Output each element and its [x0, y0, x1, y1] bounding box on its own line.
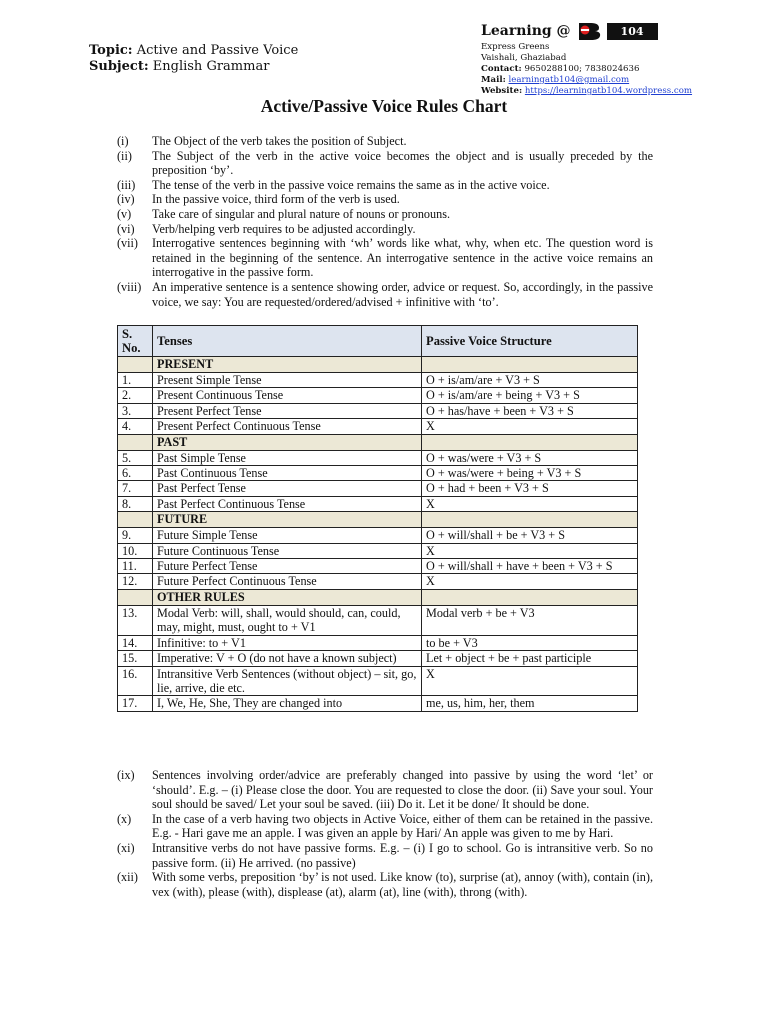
rule-text: Verb/helping verb requires to be adjusted accordingly.: [152, 221, 416, 236]
rules-list-bottom: [117, 768, 653, 899]
tense-name: Future Simple Tense: [153, 528, 422, 543]
tense-name: Present Continuous Tense: [153, 388, 422, 403]
table-row: [118, 574, 638, 589]
brand-badge: 104: [607, 23, 658, 40]
rule-item: [117, 841, 653, 870]
row-number: 12.: [118, 574, 153, 589]
passive-structure: O + was/were + V3 + S: [422, 450, 638, 465]
column-header-structure: Passive Voice Structure: [422, 326, 638, 357]
passive-structure: X: [422, 543, 638, 558]
row-number: 3.: [118, 403, 153, 418]
rule-item: [117, 768, 653, 812]
column-header-tenses: Tenses: [153, 326, 422, 357]
rule-number: (viii): [117, 279, 142, 294]
passive-structure: Let + object + be + past participle: [422, 651, 638, 666]
rule-number: (ix): [117, 768, 135, 782]
tense-name: Present Simple Tense: [153, 373, 422, 388]
rule-number: (vii): [117, 236, 138, 251]
tense-name: Future Continuous Tense: [153, 543, 422, 558]
brand-name: Learning @: [481, 23, 571, 39]
tense-name: Present Perfect Tense: [153, 403, 422, 418]
section-row: [118, 589, 638, 605]
passive-structure: to be + V3: [422, 635, 638, 650]
section-empty-cell: [422, 512, 638, 528]
tense-name: Future Perfect Continuous Tense: [153, 574, 422, 589]
rule-number: (vi): [117, 221, 135, 236]
passive-structure: O + is/am/are + V3 + S: [422, 373, 638, 388]
table-row: [118, 481, 638, 496]
website-link[interactable]: https://learningatb104.wordpress.com: [524, 86, 693, 96]
table-row: [118, 419, 638, 434]
rule-number: (x): [117, 811, 132, 826]
row-number: 4.: [118, 419, 153, 434]
row-number: 15.: [118, 651, 153, 666]
passive-structure: X: [422, 419, 638, 434]
brand-logo-icon: [575, 21, 605, 41]
passive-structure: O + was/were + being + V3 + S: [422, 466, 638, 481]
row-number: 1.: [118, 373, 153, 388]
tense-name: Past Continuous Tense: [153, 466, 422, 481]
rule-item: [117, 178, 653, 193]
tense-name: Present Perfect Continuous Tense: [153, 419, 422, 434]
table-row: [118, 543, 638, 558]
rule-number: (xi): [117, 840, 135, 855]
row-number: 5.: [118, 450, 153, 465]
rule-item: [117, 222, 653, 237]
section-empty-cell: [118, 357, 153, 373]
rules-list-top: [117, 134, 653, 309]
passive-structure: X: [422, 574, 638, 589]
subject-label: Subject:: [89, 59, 149, 74]
rule-item: [117, 236, 653, 280]
tense-name: Intransitive Verb Sentences (without object) – sit, go, lie, arrive, die etc.: [153, 666, 422, 696]
tense-name: Past Perfect Continuous Tense: [153, 496, 422, 511]
rule-item: [117, 192, 653, 207]
address-line-2: Vaishali, Ghaziabad: [481, 53, 567, 63]
row-number: 16.: [118, 666, 153, 696]
tense-name: Imperative: V + O (do not have a known subject): [153, 651, 422, 666]
tense-name: Future Perfect Tense: [153, 559, 422, 574]
table-row: [118, 696, 638, 711]
subject-line: [89, 59, 298, 75]
rule-item: [117, 812, 653, 841]
row-number: 9.: [118, 528, 153, 543]
row-number: 17.: [118, 696, 153, 711]
subject-value: English Grammar: [152, 59, 270, 74]
rule-number: (iii): [117, 177, 136, 192]
rule-text: An imperative sentence is a sentence showing order, advice or request. So, accordingly, in the passive voice, we say: You are requested/ordered/advised + infinitive with ‘to’.: [152, 279, 653, 309]
section-empty-cell: [118, 512, 153, 528]
table-row: [118, 496, 638, 511]
row-number: 14.: [118, 635, 153, 650]
rule-item: [117, 134, 653, 149]
section-row: [118, 512, 638, 528]
rule-text: The tense of the verb in the passive voice remains the same as in the active voice.: [152, 177, 550, 192]
section-empty-cell: [422, 589, 638, 605]
table-header-row: [118, 326, 638, 357]
topic-label: Topic:: [89, 43, 133, 58]
table-row: [118, 403, 638, 418]
address-line-1: Express Greens: [481, 42, 550, 52]
row-number: 11.: [118, 559, 153, 574]
column-header-sno: S. No.: [118, 326, 153, 357]
contact-line: [481, 64, 721, 75]
brand-title: [481, 20, 721, 42]
rule-text: In the passive voice, third form of the verb is used.: [152, 192, 400, 207]
rule-item: [117, 207, 653, 222]
section-row: [118, 434, 638, 450]
table-body: [118, 357, 638, 712]
passive-structure: X: [422, 496, 638, 511]
rule-text: Sentences involving order/advice are preferably changed into passive by using the word ‘let’ or ‘should’. E.g. – (i) Please close the door. You are requested to close the door. (ii) Save your soul. Your soul should be saved/ Let your soul be saved. (iii) Do it. Let it be done/ It should be done.: [152, 768, 653, 812]
rule-number: (i): [117, 134, 129, 148]
rule-number: (xii): [117, 870, 138, 885]
section-title: PAST: [153, 434, 422, 450]
section-empty-cell: [118, 434, 153, 450]
rule-number: (ii): [117, 148, 132, 163]
mail-link[interactable]: learningatb104@gmail.com: [508, 75, 630, 85]
tense-name: Infinitive: to + V1: [153, 635, 422, 650]
rule-text: The Object of the verb takes the position of Subject.: [152, 134, 407, 148]
passive-structure: O + will/shall + be + V3 + S: [422, 528, 638, 543]
tenses-table: [117, 325, 638, 712]
contact-value: 9650288100; 7838024636: [524, 64, 640, 74]
rule-text: With some verbs, preposition ‘by’ is not used. Like know (to), surprise (at), annoy (with), contain (in), vex (with), please (with), displease (at), alarm (at), line (with), throng (with).: [152, 870, 653, 899]
passive-structure: Modal verb + be + V3: [422, 605, 638, 635]
table-row: [118, 450, 638, 465]
table-row: [118, 559, 638, 574]
section-empty-cell: [422, 434, 638, 450]
mail-line: [481, 75, 721, 86]
rule-number: (v): [117, 206, 132, 221]
rule-text: Interrogative sentences beginning with ‘wh’ words like what, why, when etc. The question word is retained in the beginning of the sentence. An interrogative sentence in the active voice remains an interrogative in the passive form.: [152, 236, 653, 280]
table-row: [118, 466, 638, 481]
website-label: Website:: [481, 86, 523, 96]
row-number: 6.: [118, 466, 153, 481]
passive-structure: O + will/shall + have + been + V3 + S: [422, 559, 638, 574]
passive-structure: O + had + been + V3 + S: [422, 481, 638, 496]
brand-block: [481, 20, 721, 97]
tense-name: Past Simple Tense: [153, 450, 422, 465]
tense-name: I, We, He, She, They are changed into: [153, 696, 422, 711]
document-header: [89, 43, 298, 75]
section-row: [118, 357, 638, 373]
section-empty-cell: [118, 589, 153, 605]
brand-contact-info: [481, 42, 721, 97]
tense-name: Past Perfect Tense: [153, 481, 422, 496]
table-row: [118, 635, 638, 650]
tense-name: Modal Verb: will, shall, would should, can, could, may, might, must, ought to + V1: [153, 605, 422, 635]
table-row: [118, 666, 638, 696]
table-row: [118, 651, 638, 666]
rule-text: Intransitive verbs do not have passive forms. E.g. – (i) I go to school. Go is intransitive verb. So no passive form. (ii) He arrived. (no passive): [152, 840, 653, 870]
passive-structure: O + has/have + been + V3 + S: [422, 403, 638, 418]
rule-number: (iv): [117, 192, 135, 207]
rule-text: The Subject of the verb in the active voice becomes the object and is usually preceded by the preposition ‘by’.: [152, 148, 653, 178]
table-row: [118, 388, 638, 403]
rule-item: [117, 280, 653, 309]
passive-structure: O + is/am/are + being + V3 + S: [422, 388, 638, 403]
row-number: 2.: [118, 388, 153, 403]
contact-label: Contact:: [481, 64, 522, 74]
row-number: 10.: [118, 543, 153, 558]
section-empty-cell: [422, 357, 638, 373]
rule-item: [117, 149, 653, 178]
section-title: FUTURE: [153, 512, 422, 528]
passive-structure: me, us, him, her, them: [422, 696, 638, 711]
topic-value: Active and Passive Voice: [136, 43, 299, 58]
page-title: Active/Passive Voice Rules Chart: [260, 96, 508, 116]
rule-text: In the case of a verb having two objects in Active Voice, either of them can be retained in the passive. E.g. - Hari gave me an apple. I was given an apple by Hari/ An apple was given to me by Hari.: [152, 811, 653, 841]
row-number: 7.: [118, 481, 153, 496]
section-title: PRESENT: [153, 357, 422, 373]
section-title: OTHER RULES: [153, 589, 422, 605]
rule-item: [117, 870, 653, 899]
table-row: [118, 605, 638, 635]
topic-line: [89, 43, 298, 59]
table-row: [118, 528, 638, 543]
table-row: [118, 373, 638, 388]
passive-structure: X: [422, 666, 638, 696]
row-number: 8.: [118, 496, 153, 511]
rule-text: Take care of singular and plural nature of nouns or pronouns.: [152, 206, 450, 221]
mail-label: Mail:: [481, 75, 506, 85]
row-number: 13.: [118, 605, 153, 635]
